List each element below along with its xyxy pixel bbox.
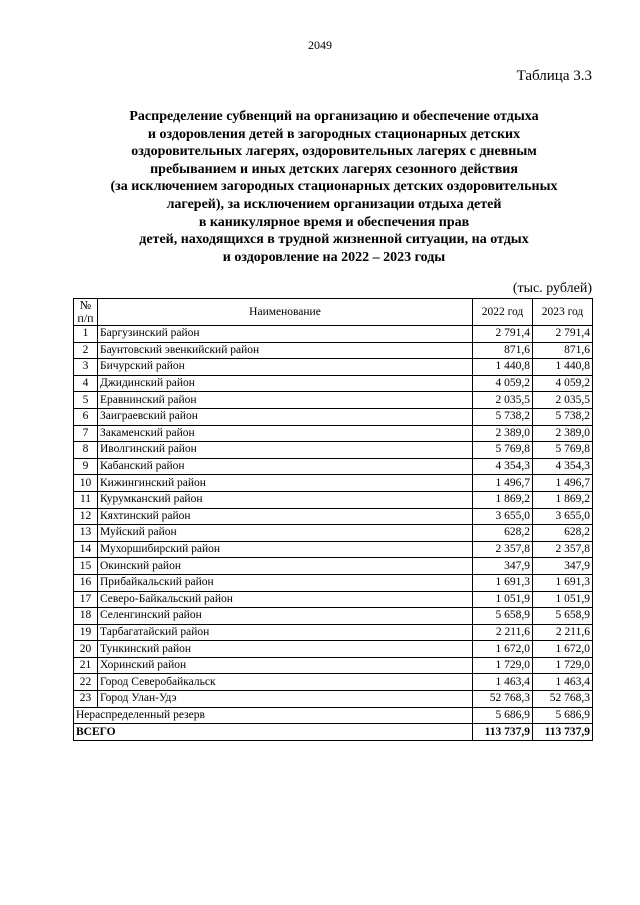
row-name: Бичурский район xyxy=(98,359,473,376)
row-number: 11 xyxy=(74,491,98,508)
row-number: 2 xyxy=(74,342,98,359)
row-name: Закаменский район xyxy=(98,425,473,442)
row-value-2023: 2 389,0 xyxy=(533,425,593,442)
row-name: Еравнинский район xyxy=(98,392,473,409)
row-value-2022: 4 059,2 xyxy=(473,375,533,392)
row-number: 23 xyxy=(74,691,98,708)
row-value-2022: 1 691,3 xyxy=(473,574,533,591)
row-number: 15 xyxy=(74,558,98,575)
row-number: 4 xyxy=(74,375,98,392)
row-name: Город Северобайкальск xyxy=(98,674,473,691)
row-value-2022: 1 463,4 xyxy=(473,674,533,691)
row-value-2023: 1 869,2 xyxy=(533,491,593,508)
page-number: 2049 xyxy=(308,38,332,52)
row-value-2022: 2 211,6 xyxy=(473,624,533,641)
title-line: пребыванием и иных детских лагерях сезонного действия xyxy=(150,161,518,177)
row-value-2022: 4 354,3 xyxy=(473,458,533,475)
table-row xyxy=(74,359,593,376)
row-value-2023: 347,9 xyxy=(533,558,593,575)
reserve-row-name: Нераспределенный резерв xyxy=(74,707,473,724)
row-name: Баргузинский район xyxy=(98,326,473,343)
row-number: 8 xyxy=(74,442,98,459)
units-note: (тыс. рублей) xyxy=(512,281,592,296)
table-row xyxy=(74,375,593,392)
row-value-2023: 5 769,8 xyxy=(533,442,593,459)
header-2023: 2023 год xyxy=(533,299,593,326)
row-number: 16 xyxy=(74,574,98,591)
total-row-value-2023: 113 737,9 xyxy=(533,724,593,741)
row-number: 12 xyxy=(74,508,98,525)
row-value-2022: 1 440,8 xyxy=(473,359,533,376)
table-row xyxy=(74,475,593,492)
row-value-2023: 1 051,9 xyxy=(533,591,593,608)
row-name: Муйский район xyxy=(98,525,473,542)
row-value-2023: 1 496,7 xyxy=(533,475,593,492)
table-row xyxy=(74,541,593,558)
row-number: 1 xyxy=(74,326,98,343)
table-row xyxy=(74,508,593,525)
row-number: 10 xyxy=(74,475,98,492)
row-value-2022: 628,2 xyxy=(473,525,533,542)
table-row xyxy=(74,442,593,459)
header-name: Наименование xyxy=(98,299,473,326)
row-value-2023: 2 357,8 xyxy=(533,541,593,558)
row-number: 21 xyxy=(74,657,98,674)
row-value-2022: 5 769,8 xyxy=(473,442,533,459)
title-line: детей, находящихся в трудной жизненной ситуации, на отдых xyxy=(139,232,529,248)
row-number: 3 xyxy=(74,359,98,376)
header-number: № п/п xyxy=(74,299,98,326)
title-line: и оздоровления детей в загородных стационарных детских xyxy=(147,126,521,142)
table-row xyxy=(74,691,593,708)
row-name: Северо-Байкальский район xyxy=(98,591,473,608)
total-row-value-2022: 113 737,9 xyxy=(473,724,533,741)
row-name: Джидинский район xyxy=(98,375,473,392)
row-name: Тункинский район xyxy=(98,641,473,658)
row-name: Кижингинский район xyxy=(98,475,473,492)
table-row xyxy=(74,657,593,674)
row-value-2023: 3 655,0 xyxy=(533,508,593,525)
row-value-2022: 1 496,7 xyxy=(473,475,533,492)
reserve-row xyxy=(74,707,593,724)
table-row xyxy=(74,608,593,625)
row-name: Хоринский район xyxy=(98,657,473,674)
row-value-2022: 52 768,3 xyxy=(473,691,533,708)
row-name: Кабанский район xyxy=(98,458,473,475)
row-value-2023: 1 729,0 xyxy=(533,657,593,674)
row-value-2023: 2 791,4 xyxy=(533,326,593,343)
row-value-2022: 2 389,0 xyxy=(473,425,533,442)
row-value-2023: 4 354,3 xyxy=(533,458,593,475)
subsidy-table xyxy=(73,298,593,741)
row-name: Прибайкальский район xyxy=(98,574,473,591)
row-value-2022: 1 051,9 xyxy=(473,591,533,608)
title-line: (за исключением загородных стационарных детских оздоровительных xyxy=(110,179,558,195)
document-title xyxy=(70,108,598,266)
title-line: оздоровительных лагерях, оздоровительных лагерях с дневным xyxy=(131,144,537,160)
row-name: Иволгинский район xyxy=(98,442,473,459)
table-label: Таблица 3.3 xyxy=(516,68,592,84)
total-row xyxy=(74,724,593,741)
row-name: Селенгинский район xyxy=(98,608,473,625)
row-value-2022: 871,6 xyxy=(473,342,533,359)
table-row xyxy=(74,342,593,359)
table-row xyxy=(74,458,593,475)
row-value-2023: 1 691,3 xyxy=(533,574,593,591)
header-2022: 2022 год xyxy=(473,299,533,326)
row-value-2022: 347,9 xyxy=(473,558,533,575)
row-name: Окинский район xyxy=(98,558,473,575)
row-name: Город Улан-Удэ xyxy=(98,691,473,708)
reserve-row-value-2022: 5 686,9 xyxy=(473,707,533,724)
row-name: Тарбагатайский район xyxy=(98,624,473,641)
row-value-2022: 2 791,4 xyxy=(473,326,533,343)
table-row xyxy=(74,491,593,508)
row-number: 18 xyxy=(74,608,98,625)
row-value-2023: 2 211,6 xyxy=(533,624,593,641)
row-name: Мухоршибирский район xyxy=(98,541,473,558)
row-number: 7 xyxy=(74,425,98,442)
row-value-2022: 2 357,8 xyxy=(473,541,533,558)
row-value-2023: 1 463,4 xyxy=(533,674,593,691)
title-line: и оздоровление на 2022 – 2023 годы xyxy=(222,249,446,265)
table-row xyxy=(74,641,593,658)
table-row xyxy=(74,558,593,575)
row-name: Кяхтинский район xyxy=(98,508,473,525)
table-row xyxy=(74,624,593,641)
row-value-2023: 5 738,2 xyxy=(533,408,593,425)
row-value-2023: 871,6 xyxy=(533,342,593,359)
row-value-2023: 628,2 xyxy=(533,525,593,542)
row-value-2023: 4 059,2 xyxy=(533,375,593,392)
title-line: в каникулярное время и обеспечения прав xyxy=(198,214,470,230)
row-number: 17 xyxy=(74,591,98,608)
row-value-2023: 1 672,0 xyxy=(533,641,593,658)
table-row xyxy=(74,326,593,343)
table-row xyxy=(74,525,593,542)
table-row xyxy=(74,408,593,425)
table-row xyxy=(74,591,593,608)
table-row xyxy=(74,674,593,691)
row-value-2022: 5 738,2 xyxy=(473,408,533,425)
row-name: Заиграевский район xyxy=(98,408,473,425)
row-number: 9 xyxy=(74,458,98,475)
row-name: Баунтовский эвенкийский район xyxy=(98,342,473,359)
reserve-row-value-2023: 5 686,9 xyxy=(533,707,593,724)
table-row xyxy=(74,574,593,591)
row-value-2022: 2 035,5 xyxy=(473,392,533,409)
row-number: 20 xyxy=(74,641,98,658)
row-value-2022: 1 869,2 xyxy=(473,491,533,508)
row-number: 13 xyxy=(74,525,98,542)
row-value-2023: 52 768,3 xyxy=(533,691,593,708)
row-number: 6 xyxy=(74,408,98,425)
table-row xyxy=(74,425,593,442)
row-value-2022: 5 658,9 xyxy=(473,608,533,625)
row-number: 22 xyxy=(74,674,98,691)
row-number: 14 xyxy=(74,541,98,558)
title-line: лагерей), за исключением организации отдыха детей xyxy=(166,196,502,212)
row-value-2022: 3 655,0 xyxy=(473,508,533,525)
table-header-row xyxy=(74,299,593,326)
row-value-2022: 1 672,0 xyxy=(473,641,533,658)
total-row-name: ВСЕГО xyxy=(74,724,473,741)
row-number: 5 xyxy=(74,392,98,409)
row-value-2023: 1 440,8 xyxy=(533,359,593,376)
row-number: 19 xyxy=(74,624,98,641)
row-value-2023: 2 035,5 xyxy=(533,392,593,409)
row-value-2023: 5 658,9 xyxy=(533,608,593,625)
row-value-2022: 1 729,0 xyxy=(473,657,533,674)
title-line: Распределение субвенций на организацию и обеспечение отдыха xyxy=(129,109,539,124)
table-row xyxy=(74,392,593,409)
row-name: Курумканский район xyxy=(98,491,473,508)
